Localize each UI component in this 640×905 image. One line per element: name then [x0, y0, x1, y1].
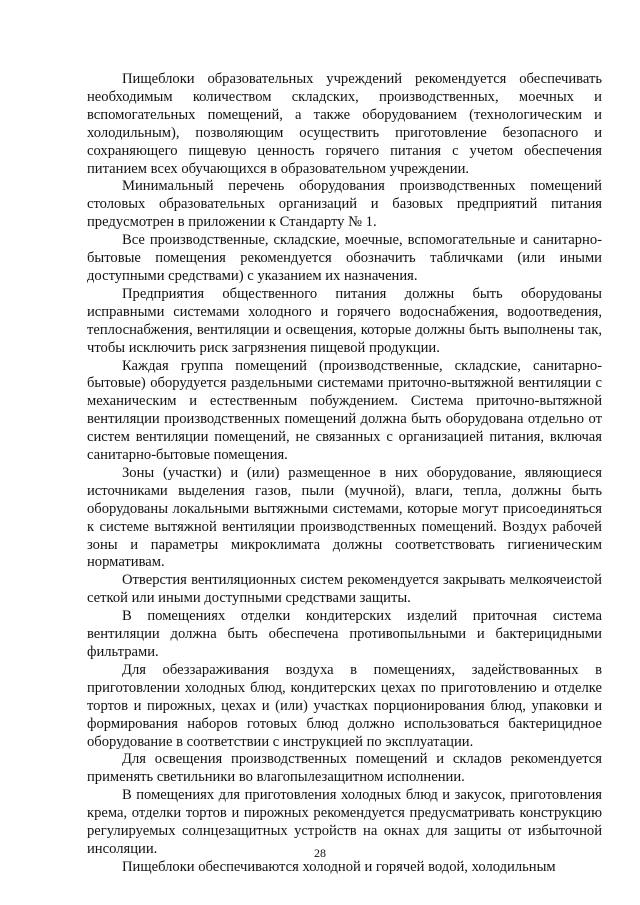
paragraph-lighting: Для освещения производственных помещений и складов рекомендуется применять светильники во влагопылезащитном исполнении. [87, 751, 602, 786]
paragraph-room-signage: Все производственные, складские, моечные, вспомогательные и санитарно-бытовые помещения рекомендуется обозначить табличками (или иными доступными средствами) с указанием их назначения. [87, 232, 602, 284]
paragraph-local-exhaust: Зоны (участки) и (или) размещенное в них оборудование, являющиеся источниками выделения газов, пыли (мучной), влаги, тепла, должны быть оборудованы локальными вытяжными системами, которые могут присоединяться к системе вытяжной вентиляции производственных помещений. Воздух рабочей зоны и параметры микроклимата должны соответствовать гигиеническим нормативам. [87, 464, 602, 571]
page-number: 28 [314, 846, 326, 860]
paragraph-confectionery-filters: В помещениях отделки кондитерских изделий приточная система вентиляции должна быть обеспечена противопыльными и бактерицидными фильтрами. [87, 608, 602, 660]
paragraph-sun-protection: В помещениях для приготовления холодных блюд и закусок, приготовления крема, отделки тортов и пирожных рекомендуется предусматривать конструкцию регулируемых солнцезащитных устройств на окнах для защиты от избыточной инсоляции. [87, 787, 602, 857]
paragraph-utility-systems: Предприятия общественного питания должны быть оборудованы исправными системами холодного и горячего водоснабжения, водоотведения, теплоснабжения, вентиляции и освещения, которые должны быть выполнены так, чтобы исключить риск загрязнения пищевой продукции. [87, 285, 602, 356]
paragraph-vent-openings: Отверстия вентиляционных систем рекомендуется закрывать мелкоячеистой сеткой или иными доступными средствами защиты. [87, 572, 602, 607]
body-text [87, 71, 602, 877]
paragraph-air-disinfection: Для обеззараживания воздуха в помещениях, задействованных в приготовлении холодных блюд, кондитерских цехах по приготовлению и отделке тортов и пирожных, цехах и (или) участках порционирования блюд, упаковки и формирования наборов готовых блюд должно использоваться бактерицидное оборудование в соответствии с инструкцией по эксплуатации. [87, 661, 602, 750]
paragraph-kitchen-equipment: Пищеблоки образовательных учреждений рекомендуется обеспечивать необходимым количеством складских, производственных, моечных и вспомогательных помещений, а также оборудованием (технологическим и холодильным), позволяющим осуществить приготовление безопасного и сохраняющего пищевую ценность горячего питания с учетом обеспечения питанием всех обучающихся в образовательном учреждении. [87, 71, 602, 177]
paragraph-minimum-equipment-list: Минимальный перечень оборудования производственных помещений столовых образовательных организаций и базовых предприятий питания предусмотрен в приложении к Стандарту № 1. [87, 178, 602, 231]
paragraph-water-supply: Пищеблоки обеспечиваются холодной и горячей водой, холодильным [122, 858, 556, 875]
paragraph-ventilation-systems: Каждая группа помещений (производственные, складские, санитарно-бытовые) оборудуется раздельными системами приточно-вытяжной вентиляции с механическим и естественным побуждением. Система приточно-вытяжной вентиляции производственных помещений должна быть оборудована отдельно от систем вентиляции помещений, не связанных с организацией питания, включая санитарно-бытовые помещения. [87, 357, 602, 464]
